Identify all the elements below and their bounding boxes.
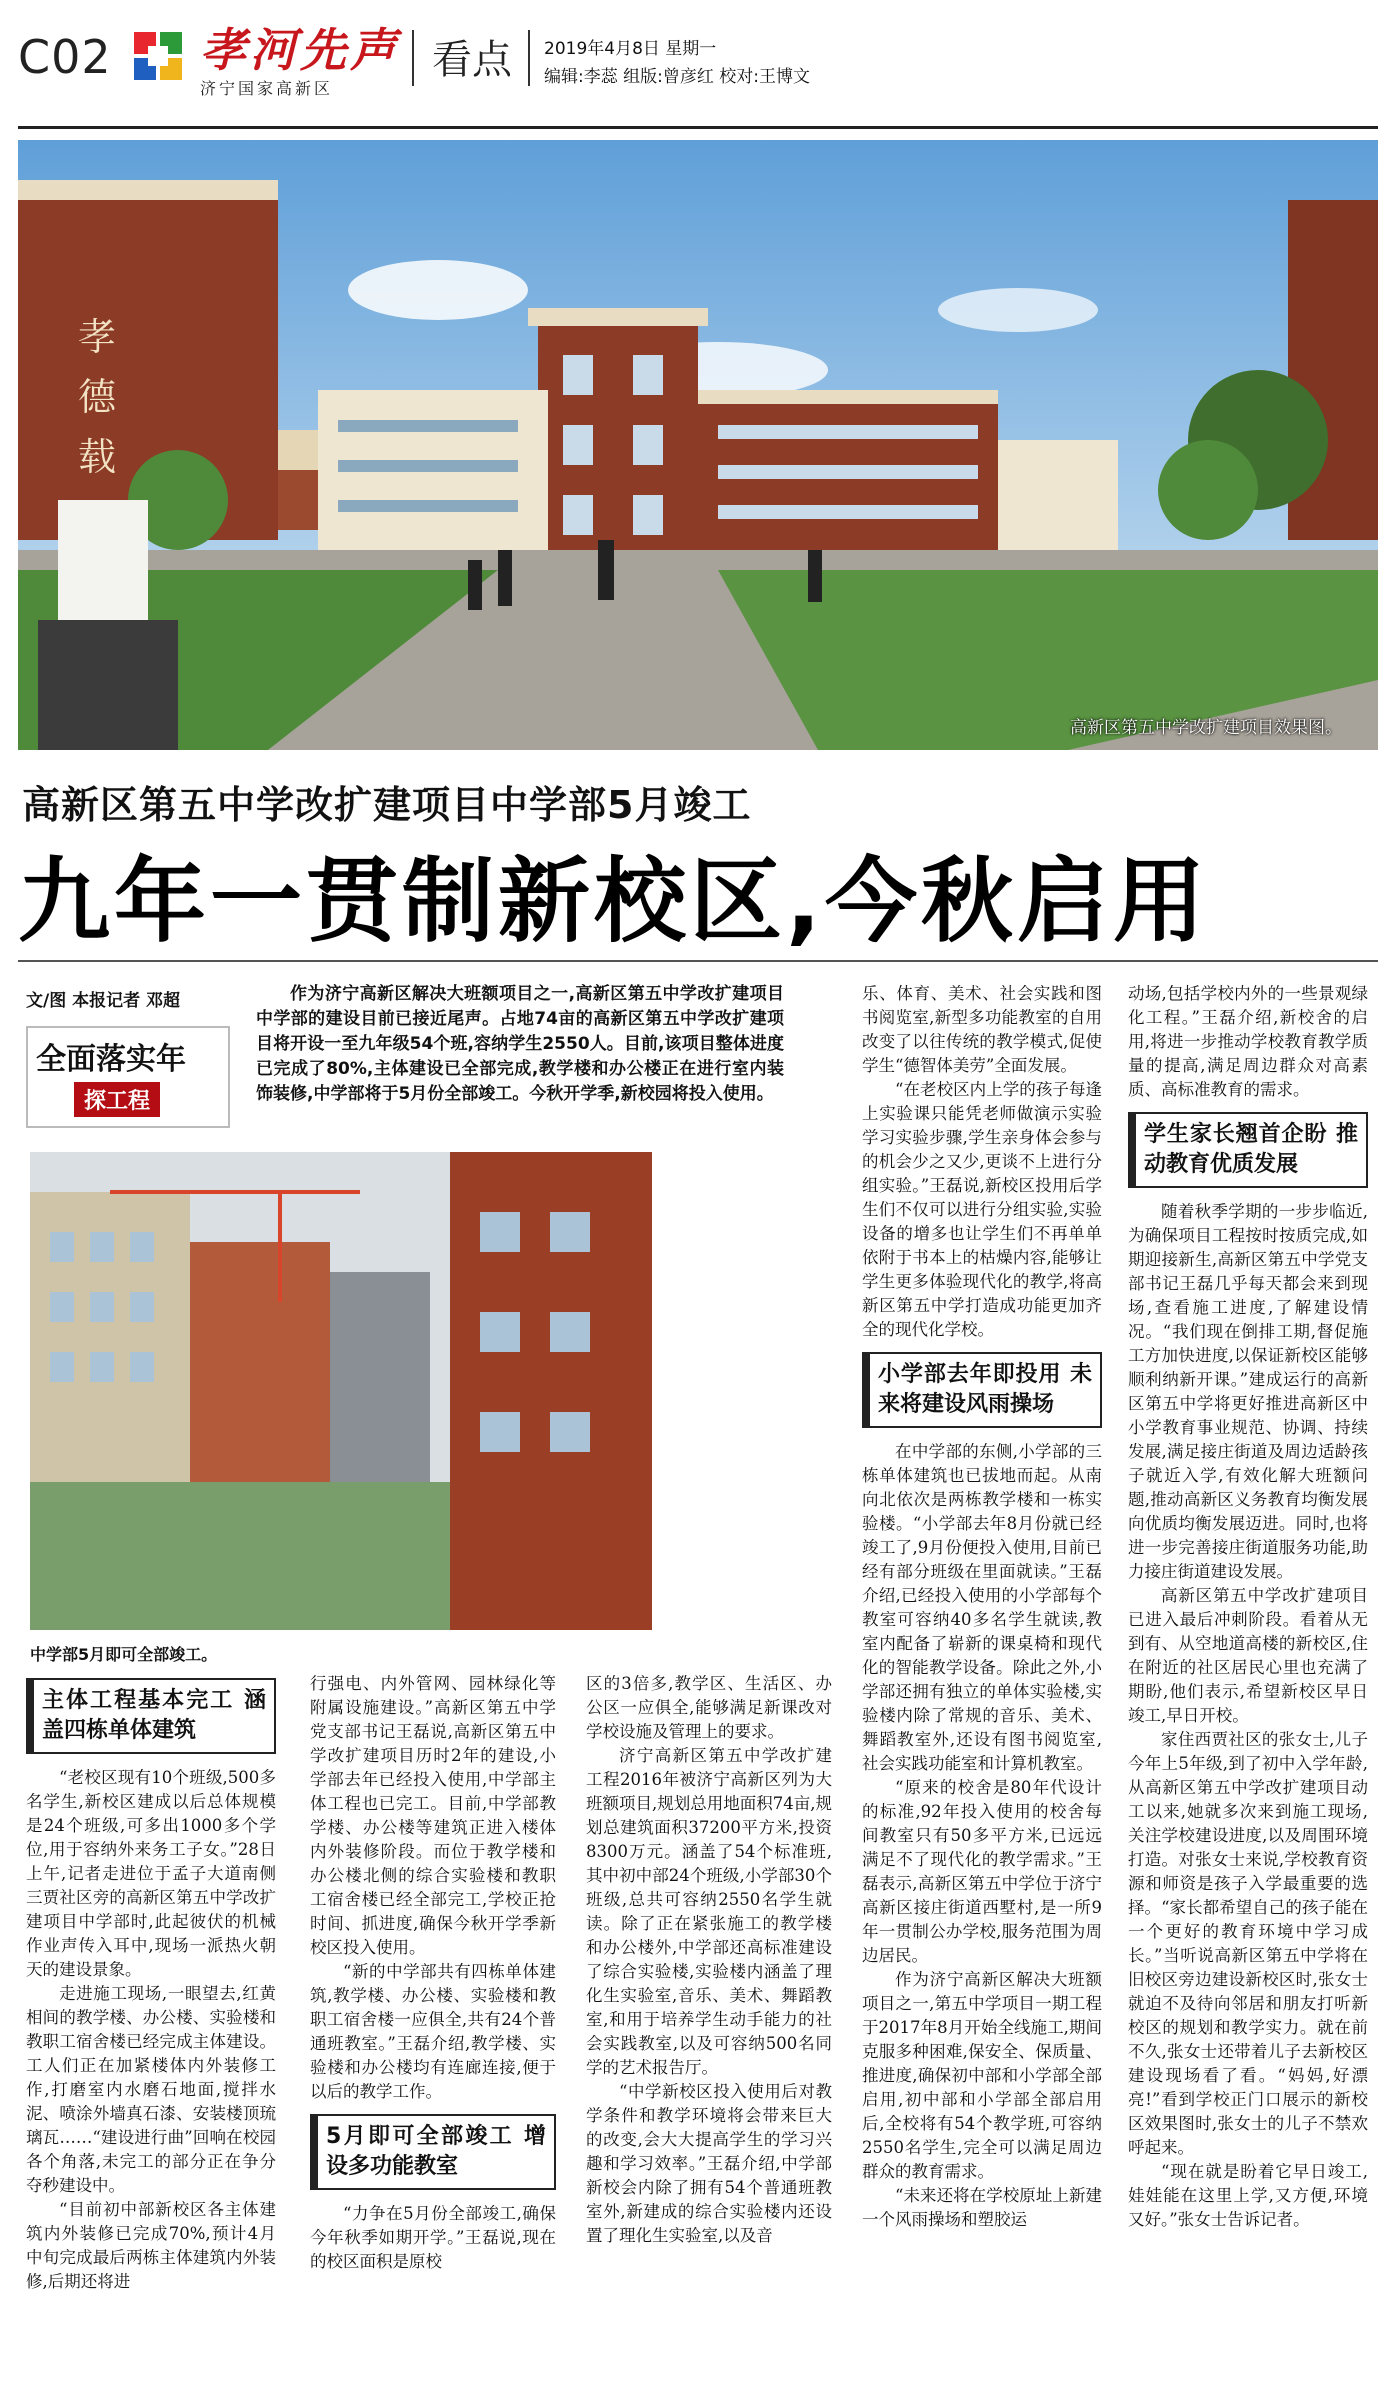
paper-name: 孝河先声	[200, 23, 400, 77]
body-paragraph: “现在就是盼着它早日竣工,娃娃能在这里上学,又方便,环境又好。”张女士告诉记者。	[1128, 2162, 1368, 2229]
body-paragraph: 动场,包括学校内外的一些景观绿化工程。”王磊介绍,新校舍的启用,将进一步推动学校教育教学质量的提高,满足周边群众对高素质、高标准教育的需求。	[1128, 984, 1368, 1099]
section-heading: 学生家长翘首企盼 推动教育优质发展	[1128, 1112, 1368, 1188]
badge-subtitle: 探工程	[74, 1082, 160, 1117]
article-column-3	[586, 1672, 832, 2248]
campus-rendering-illustration	[18, 140, 1378, 750]
body-paragraph: 济宁高新区第五中学改扩建工程2016年被济宁高新区列为大班额项目,规划总用地面积74亩,规划总建筑面积37200平方米,投资8300万元。涵盖了54个标准班,其中初中部24个班级,小学部30个班级,总共可容纳2550名学生就读。除了正在紧张施工的教学楼和办公楼外,中学部还高标准建设了综合实验楼,实验楼内涵盖了理化生实验室,音乐、美术、舞蹈教室,和用于培养学生动手能力的社会实践教室,以及可容纳500名同学的艺术报告厅。	[586, 1746, 832, 2077]
article-subheadline: 高新区第五中学改扩建项目中学部5月竣工	[22, 783, 752, 827]
body-paragraph: “目前初中部新校区各主体建筑内外装修已完成70%,预计4月中旬完成最后两栋主体建筑内外装修,后期还将进	[26, 2200, 276, 2291]
svg-text:德: 德	[78, 375, 117, 419]
hero-rendering-image	[18, 140, 1378, 750]
svg-text:载: 载	[78, 435, 117, 479]
headline-rule	[18, 960, 1378, 962]
body-paragraph: 行强电、内外管网、园林绿化等附属设施建设。”高新区第五中学党支部书记王磊说,高新区第五中学改扩建项目历时2年的建设,小学部去年已经投入使用,中学部主体工程也已完工。目前,中学部教学楼、办公楼等建筑正进入楼体内外装修阶段。而位于教学楼和办公楼北侧的综合实验楼和教职工宿舍楼已经全部完工,学校正抢时间、抓进度,确保今秋开学季新校区投入使用。	[310, 1674, 556, 1957]
newspaper-logo-icon	[132, 30, 184, 82]
column-badge	[26, 1026, 230, 1128]
section-heading: 主体工程基本完工 涵盖四栋单体建筑	[26, 1678, 276, 1754]
editor-credits: 编辑:李蕊 组版:曾彦红 校对:王博文	[544, 67, 810, 87]
body-paragraph: 乐、体育、美术、社会实践和图书阅览室,新型多功能教室的自用改变了以往传统的教学模式,促使学生“德智体美劳”全面发展。	[862, 984, 1102, 1075]
photo-caption: 中学部5月即可全部竣工。	[30, 1645, 218, 1664]
issue-date: 2019年4月8日 星期一	[544, 39, 717, 59]
article-column-1	[26, 1668, 276, 2294]
body-paragraph: 区的3倍多,教学区、生活区、办公区一应俱全,能够满足新课改对学校设施及管理上的要求。	[586, 1674, 832, 1741]
section-heading: 5月即可全部竣工 增设多功能教室	[310, 2114, 556, 2190]
hero-caption: 高新区第五中学改扩建项目效果图。	[1070, 718, 1342, 738]
body-paragraph: 作为济宁高新区解决大班额项目之一,第五中学项目一期工程于2017年8月开始全线施工,期间克服多种困难,保安全、保质量、推进度,确保初中部和小学部全部启用,初中部和小学部全部启用后,全校将有54个教学班,可容纳2550名学生,完全可以满足周边群众的教育需求。	[862, 1970, 1102, 2181]
page-number: C02	[18, 30, 112, 84]
article-column-5	[1128, 982, 1368, 2232]
body-paragraph: “未来还将在学校原址上新建一个风雨操场和塑胶运	[862, 2186, 1102, 2229]
badge-title: 全面落实年	[36, 1042, 186, 1077]
body-paragraph: 家住西贾社区的张女士,儿子今年上5年级,到了初中入学年龄,从高新区第五中学改扩建项目动工以来,她就多次来到施工现场,关注学校建设进度,以及周围环境打造。对张女士来说,学校教育资源和师资是孩子入学最重要的选择。“家长都希望自己的孩子能在一个更好的教育环境中学习成长。”当听说高新区第五中学将在旧校区旁边建设新校区时,张女士就迫不及待向邻居和朋友打听新校区的规划和教学实力。就在前不久,张女士还带着儿子去新校区建设现场看了看。“妈妈,好漂亮!”看到学校正门口展示的新校区效果图时,张女士的儿子不禁欢呼起来。	[1128, 1730, 1368, 2157]
body-paragraph: “原来的校舍是80年代设计的标准,92年投入使用的校舍每间教室只有50多平方米,已远远满足不了现代化的教学需求。”王磊表示,高新区第五中学位于济宁高新区接庄街道西墅村,是一所9年一贯制公办学校,服务范围为周边居民。	[862, 1778, 1102, 1965]
header-divider	[412, 30, 414, 86]
body-paragraph: 在中学部的东侧,小学部的三栋单体建筑也已拔地而起。从南向北依次是两栋教学楼和一栋实验楼。“小学部去年8月份就已经竣工了,9月份便投入使用,目前已经有部分班级在里面就读。”王磊介绍,已经投入使用的小学部每个教室可容纳40多名学生就读,教室内配备了崭新的课桌椅和现代化的智能教学设备。除此之外,小学部还拥有独立的单体实验楼,实验楼内除了常规的音乐、美术、舞蹈教室外,还设有图书阅览室,社会实践功能室和计算机教室。	[862, 1442, 1102, 1773]
body-paragraph: “中学新校区投入使用后对教学条件和教学环境将会带来巨大的改变,会大大提高学生的学习兴趣和学习效率。”王磊介绍,中学部新校会内除了拥有54个普通班教室外,新建成的综合实验楼内还设置了理化生实验室,以及音	[586, 2082, 832, 2245]
header-rule	[18, 126, 1378, 129]
section-heading: 小学部去年即投用 未来将建设风雨操场	[862, 1352, 1102, 1428]
carving-text: 孝	[78, 315, 117, 359]
body-paragraph: 走进施工现场,一眼望去,红黄相间的教学楼、办公楼、实验楼和教职工宿舍楼已经完成主体建设。工人们正在加紧楼体内外装修工作,打磨室内水磨石地面,搅拌水泥、喷涂外墙真石漆、安装楼顶琉璃瓦……“建设进行曲”回响在校园各个角落,未完工的部分正在争分夺秒建设中。	[26, 1984, 276, 2195]
body-paragraph: “在老校区内上学的孩子每逢上实验课只能凭老师做演示实验学习实验步骤,学生亲身体会参与的机会少之又少,更谈不上进行分组实验。”王磊说,新校区投用后学生们不仅可以进行分组实验,实验设备的增多也让学生们不再单单依附于书本上的枯燥内容,能够让学生更多体验现代化的教学,将高新区第五中学打造成功能更加齐全的现代化学校。	[862, 1080, 1102, 1339]
construction-site-photo	[30, 1152, 652, 1630]
section-name: 看点	[432, 37, 512, 83]
article-column-2	[310, 1672, 556, 2274]
byline: 文/图 本报记者 邓超	[26, 991, 181, 1011]
header-divider	[528, 30, 530, 86]
paper-subtitle: 济宁国家高新区	[200, 79, 334, 98]
body-paragraph: 高新区第五中学改扩建项目已进入最后冲刺阶段。看着从无到有、从空地道高楼的新校区,住在附近的社区居民心里也充满了期盼,他们表示,希望新校区早日竣工,早日开校。	[1128, 1586, 1368, 1725]
body-paragraph: “老校区现有10个班级,500多名学生,新校区建成以后总体规模是24个班级,可多出1000多个学位,用于容纳外来务工子女。”28日上午,记者走进位于孟子大道南侧三贾社区旁的高新区第五中学改扩建项目中学部时,此起彼伏的机械作业声传入耳中,现场一派热火朝天的建设景象。	[26, 1768, 276, 1979]
article-column-4	[862, 982, 1102, 2232]
lead-paragraph: 作为济宁高新区解决大班额项目之一,高新区第五中学改扩建项目中学部的建设目前已接近尾声。占地74亩的高新区第五中学改扩建项目将开设一至九年级54个班,容纳学生2550人。目前,该项目整体进度已完成了80%,主体建设已全部完成,教学楼和办公楼正在进行室内装饰装修,中学部将于5月份全部竣工。今秋开学季,新校园将投入使用。	[256, 984, 784, 1104]
article-headline: 九年一贯制新校区,今秋启用	[18, 848, 1209, 955]
construction-photo-illustration	[30, 1152, 652, 1630]
body-paragraph: 随着秋季学期的一步步临近,为确保项目工程按时按质完成,如期迎接新生,高新区第五中学党支部书记王磊几乎每天都会来到现场,查看施工进度,了解建设情况。“我们现在倒排工期,督促施工方加快进度,以保证新校区能够顺利纳新开课。”建成运行的高新区第五中学将更好推进高新区中小学教育事业规范、协调、持续发展,满足接庄街道及周边适龄孩子就近入学,有效化解大班额问题,推动高新区义务教育均衡发展向优质均衡发展迈进。同时,也将进一步完善接庄街道服务功能,助力接庄街道建设发展。	[1128, 1202, 1368, 1581]
body-paragraph: “力争在5月份全部竣工,确保今年秋季如期开学。”王磊说,现在的校区面积是原校	[310, 2204, 556, 2271]
body-paragraph: “新的中学部共有四栋单体建筑,教学楼、办公楼、实验楼和教职工宿舍楼一应俱全,共有24个普通班教室。”王磊介绍,教学楼、实验楼和办公楼均有连廊连接,便于以后的教学工作。	[310, 1962, 556, 2101]
